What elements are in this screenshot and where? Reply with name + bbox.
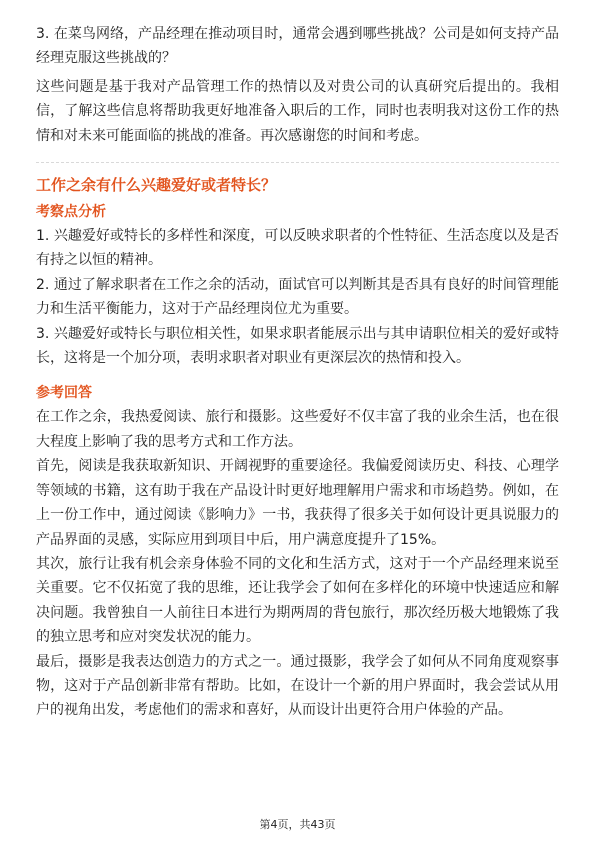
intro-closing-paragraph: 这些问题是基于我对产品管理工作的热情以及对贵公司的认真研究后提出的。我相信，了解这些信息将帮助我更好地准备入职后的工作，同时也表明我对这份工作的热情和对未来可能面临的挑战的准备。再次感谢您的时间和考虑。 — [36, 78, 559, 144]
analysis-point: 3. 兴趣爱好或特长与职位相关性，如果求职者能展示出与其申请职位相关的爱好或特长，这将是一个加分项，表明求职者对职业有更深层次的热情和投入。 — [36, 325, 559, 367]
answer-paragraph: 最后，摄影是我表达创造力的方式之一。通过摄影，我学会了如何从不同角度观察事物，这对于产品创新非常有帮助。比如，在设计一个新的用户界面时，我会尝试从用户的视角出发，考虑他们的需求和喜好，从而设计出更符合用户体验的产品。 — [36, 653, 559, 719]
question-title: 工作之余有什么兴趣爱好或者特长？ — [36, 176, 277, 195]
page-number: 第4页，共43页 — [259, 818, 336, 831]
intro-question-3: 3. 在菜鸟网络，产品经理在推动项目时，通常会遇到哪些挑战？公司是如何支持产品经理克服这些挑战的？ — [36, 26, 559, 67]
analysis-heading: 考察点分析 — [36, 204, 106, 221]
answer-paragraph: 首先，阅读是我获取新知识、开阔视野的重要途径。我偏爱阅读历史、科技、心理学等领域的书籍，这有助于我在产品设计时更好地理解用户需求和市场趋势。例如，在上一份工作中，通过阅读《影响力》一书，我获得了很多关于如何设计更具说服力的产品界面的灵感，实际应用到项目中后，用户满意度提升了15%。 — [36, 458, 559, 548]
answer-heading: 参考回答 — [36, 385, 92, 402]
answer-paragraph: 其次，旅行让我有机会亲身体验不同的文化和生活方式，这对于一个产品经理来说至关重要。它不仅拓宽了我的思维，还让我学会了如何在多样化的环境中快速适应和解决问题。我曾独自一人前往日本进行为期两周的背包旅行，那次经历极大地锻炼了我的独立思考和应对突发状况的能力。 — [36, 555, 559, 646]
analysis-point: 2. 通过了解求职者在工作之余的活动，面试官可以判断其是否具有良好的时间管理能力和生活平衡能力，这对于产品经理岗位尤为重要。 — [36, 276, 559, 318]
document-page — [36, 22, 559, 723]
analysis-point: 1. 兴趣爱好或特长的多样性和深度，可以反映求职者的个性特征、生活态度以及是否有持之以恒的精神。 — [36, 228, 559, 269]
section-divider — [36, 162, 559, 163]
answer-paragraph: 在工作之余，我热爱阅读、旅行和摄影。这些爱好不仅丰富了我的业余生活，也在很大程度上影响了我的思考方式和工作方法。 — [36, 409, 559, 450]
